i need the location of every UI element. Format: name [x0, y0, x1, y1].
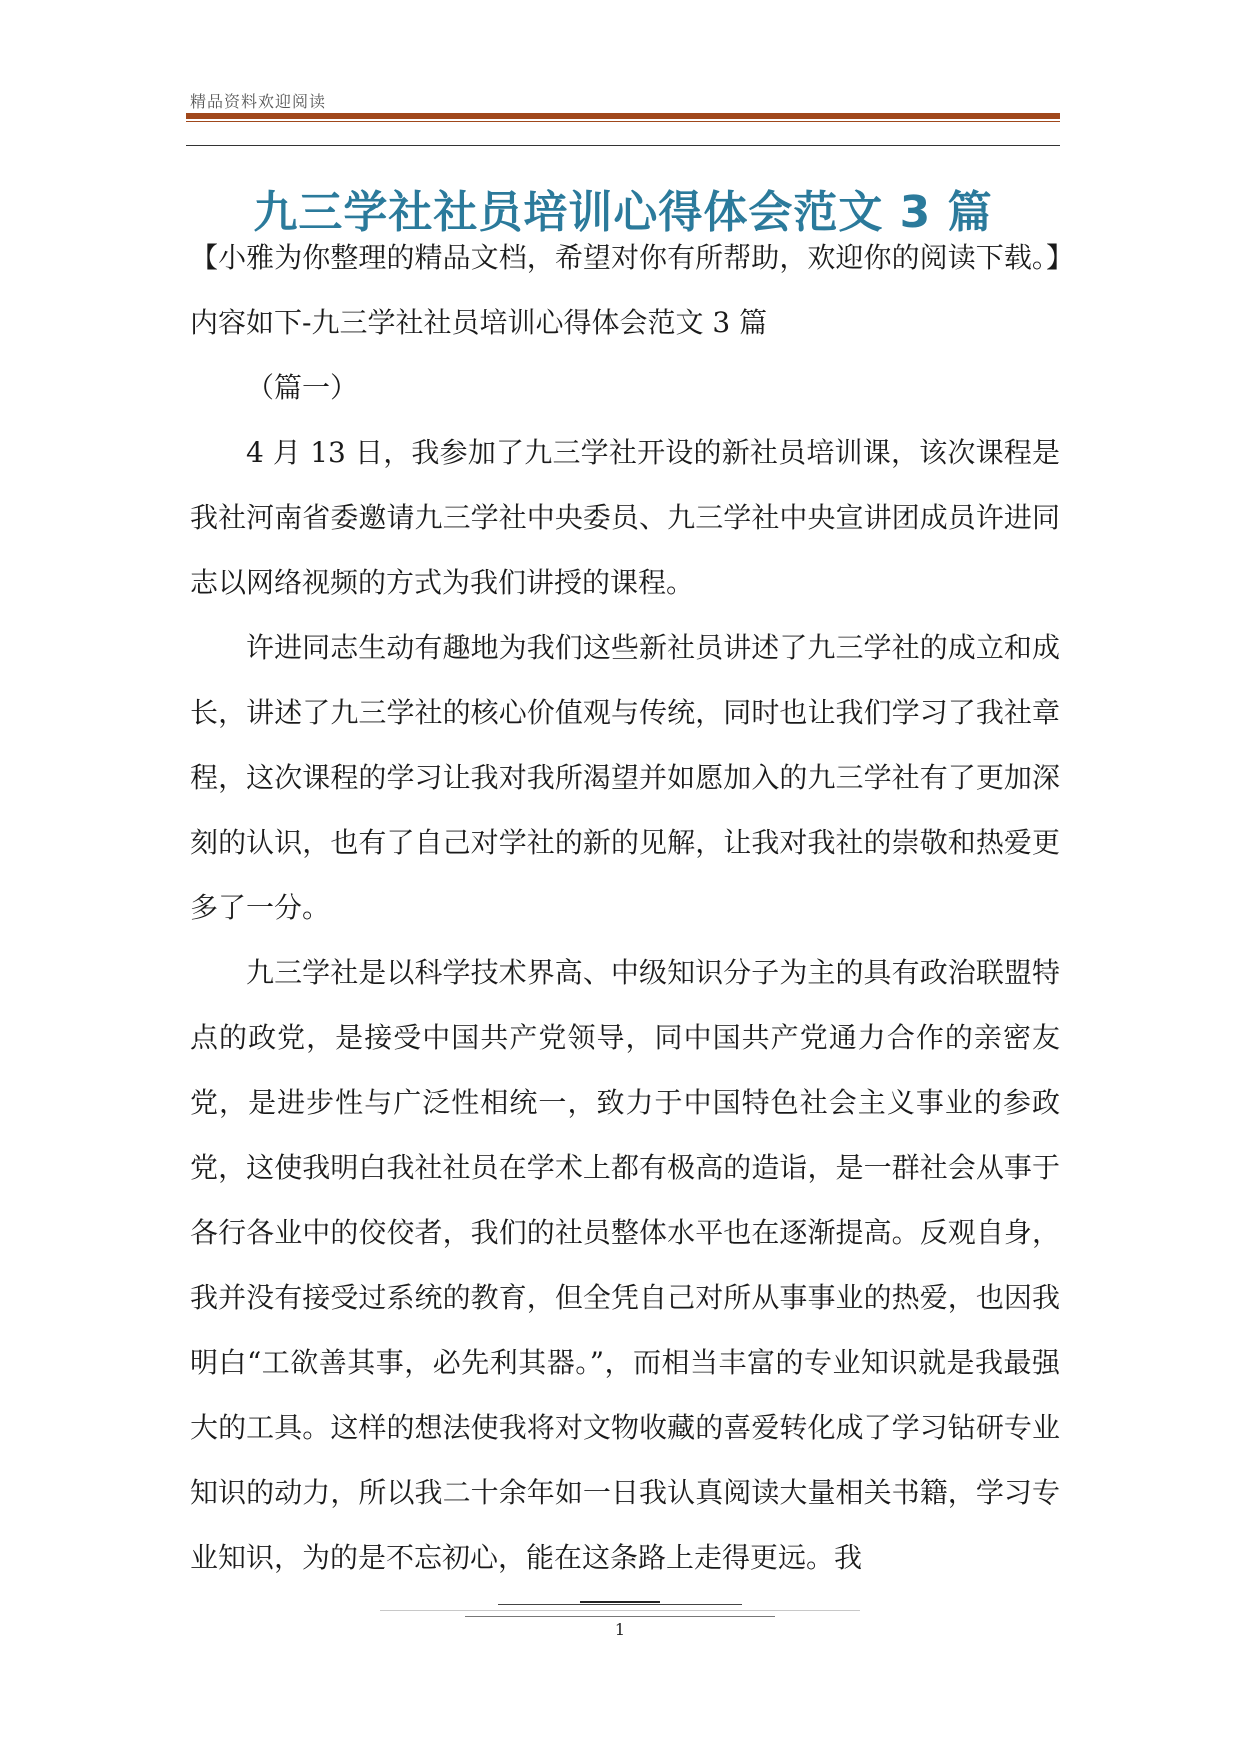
page-number: 1: [614, 1620, 626, 1639]
document-body: [190, 225, 1060, 1590]
footer-rule-upper: [498, 1604, 742, 1605]
intro-paragraph: 【小雅为你整理的精品文档，希望对你有所帮助，欢迎你的阅读下载。】内容如下-九三学社社员培训心得体会范文 3 篇: [190, 241, 1060, 339]
header-label: 精品资料欢迎阅读: [190, 92, 327, 111]
header-rule-lower: [186, 145, 1060, 146]
header-rule-thin: [186, 121, 1060, 122]
body-paragraph-3: 九三学社是以科学技术界高、中级知识分子为主的具有政治联盟特点的政党，是接受中国共产党领导，同中国共产党通力合作的亲密友党，是进步性与广泛性相统一，致力于中国特色社会主义事业的参政党，这使我明白我社社员在学术上都有极高的造诣，是一群社会从事于各行各业中的佼佼者，我们的社员整体水平也在逐渐提高。反观自身，我并没有接受过系统的教育，但全凭自己对所从事事业的热爱，也因我明白“工欲善其事，必先利其器。”，而相当丰富的专业知识就是我最强大的工具。这样的想法使我将对文物收藏的喜爱转化成了学习钻研专业知识的动力，所以我二十余年如一日我认真阅读大量相关书籍，学习专业知识，为的是不忘初心，能在这条路上走得更远。我: [190, 956, 1060, 1574]
header-rule-thick: [186, 113, 1060, 119]
document-title: 九三学社社员培训心得体会范文 3 篇: [253, 187, 993, 239]
footer-rule-lower: [465, 1616, 775, 1617]
footer-rule-center: [580, 1601, 660, 1603]
body-paragraph-2: 许进同志生动有趣地为我们这些新社员讲述了九三学社的成立和成长，讲述了九三学社的核心价值观与传统，同时也让我们学习了我社章程，这次课程的学习让我对我所渴望并如愿加入的九三学社有了更加深刻的认识，也有了自己对学社的新的见解，让我对我社的崇敬和热爱更多了一分。: [190, 631, 1060, 924]
section-label: （篇一）: [246, 371, 359, 404]
footer-rule-middle: [380, 1610, 860, 1611]
body-paragraph-1: 4 月 13 日，我参加了九三学社开设的新社员培训课，该次课程是我社河南省委邀请九三学社中央委员、九三学社中央宣讲团成员许进同志以网络视频的方式为我们讲授的课程。: [190, 436, 1060, 599]
